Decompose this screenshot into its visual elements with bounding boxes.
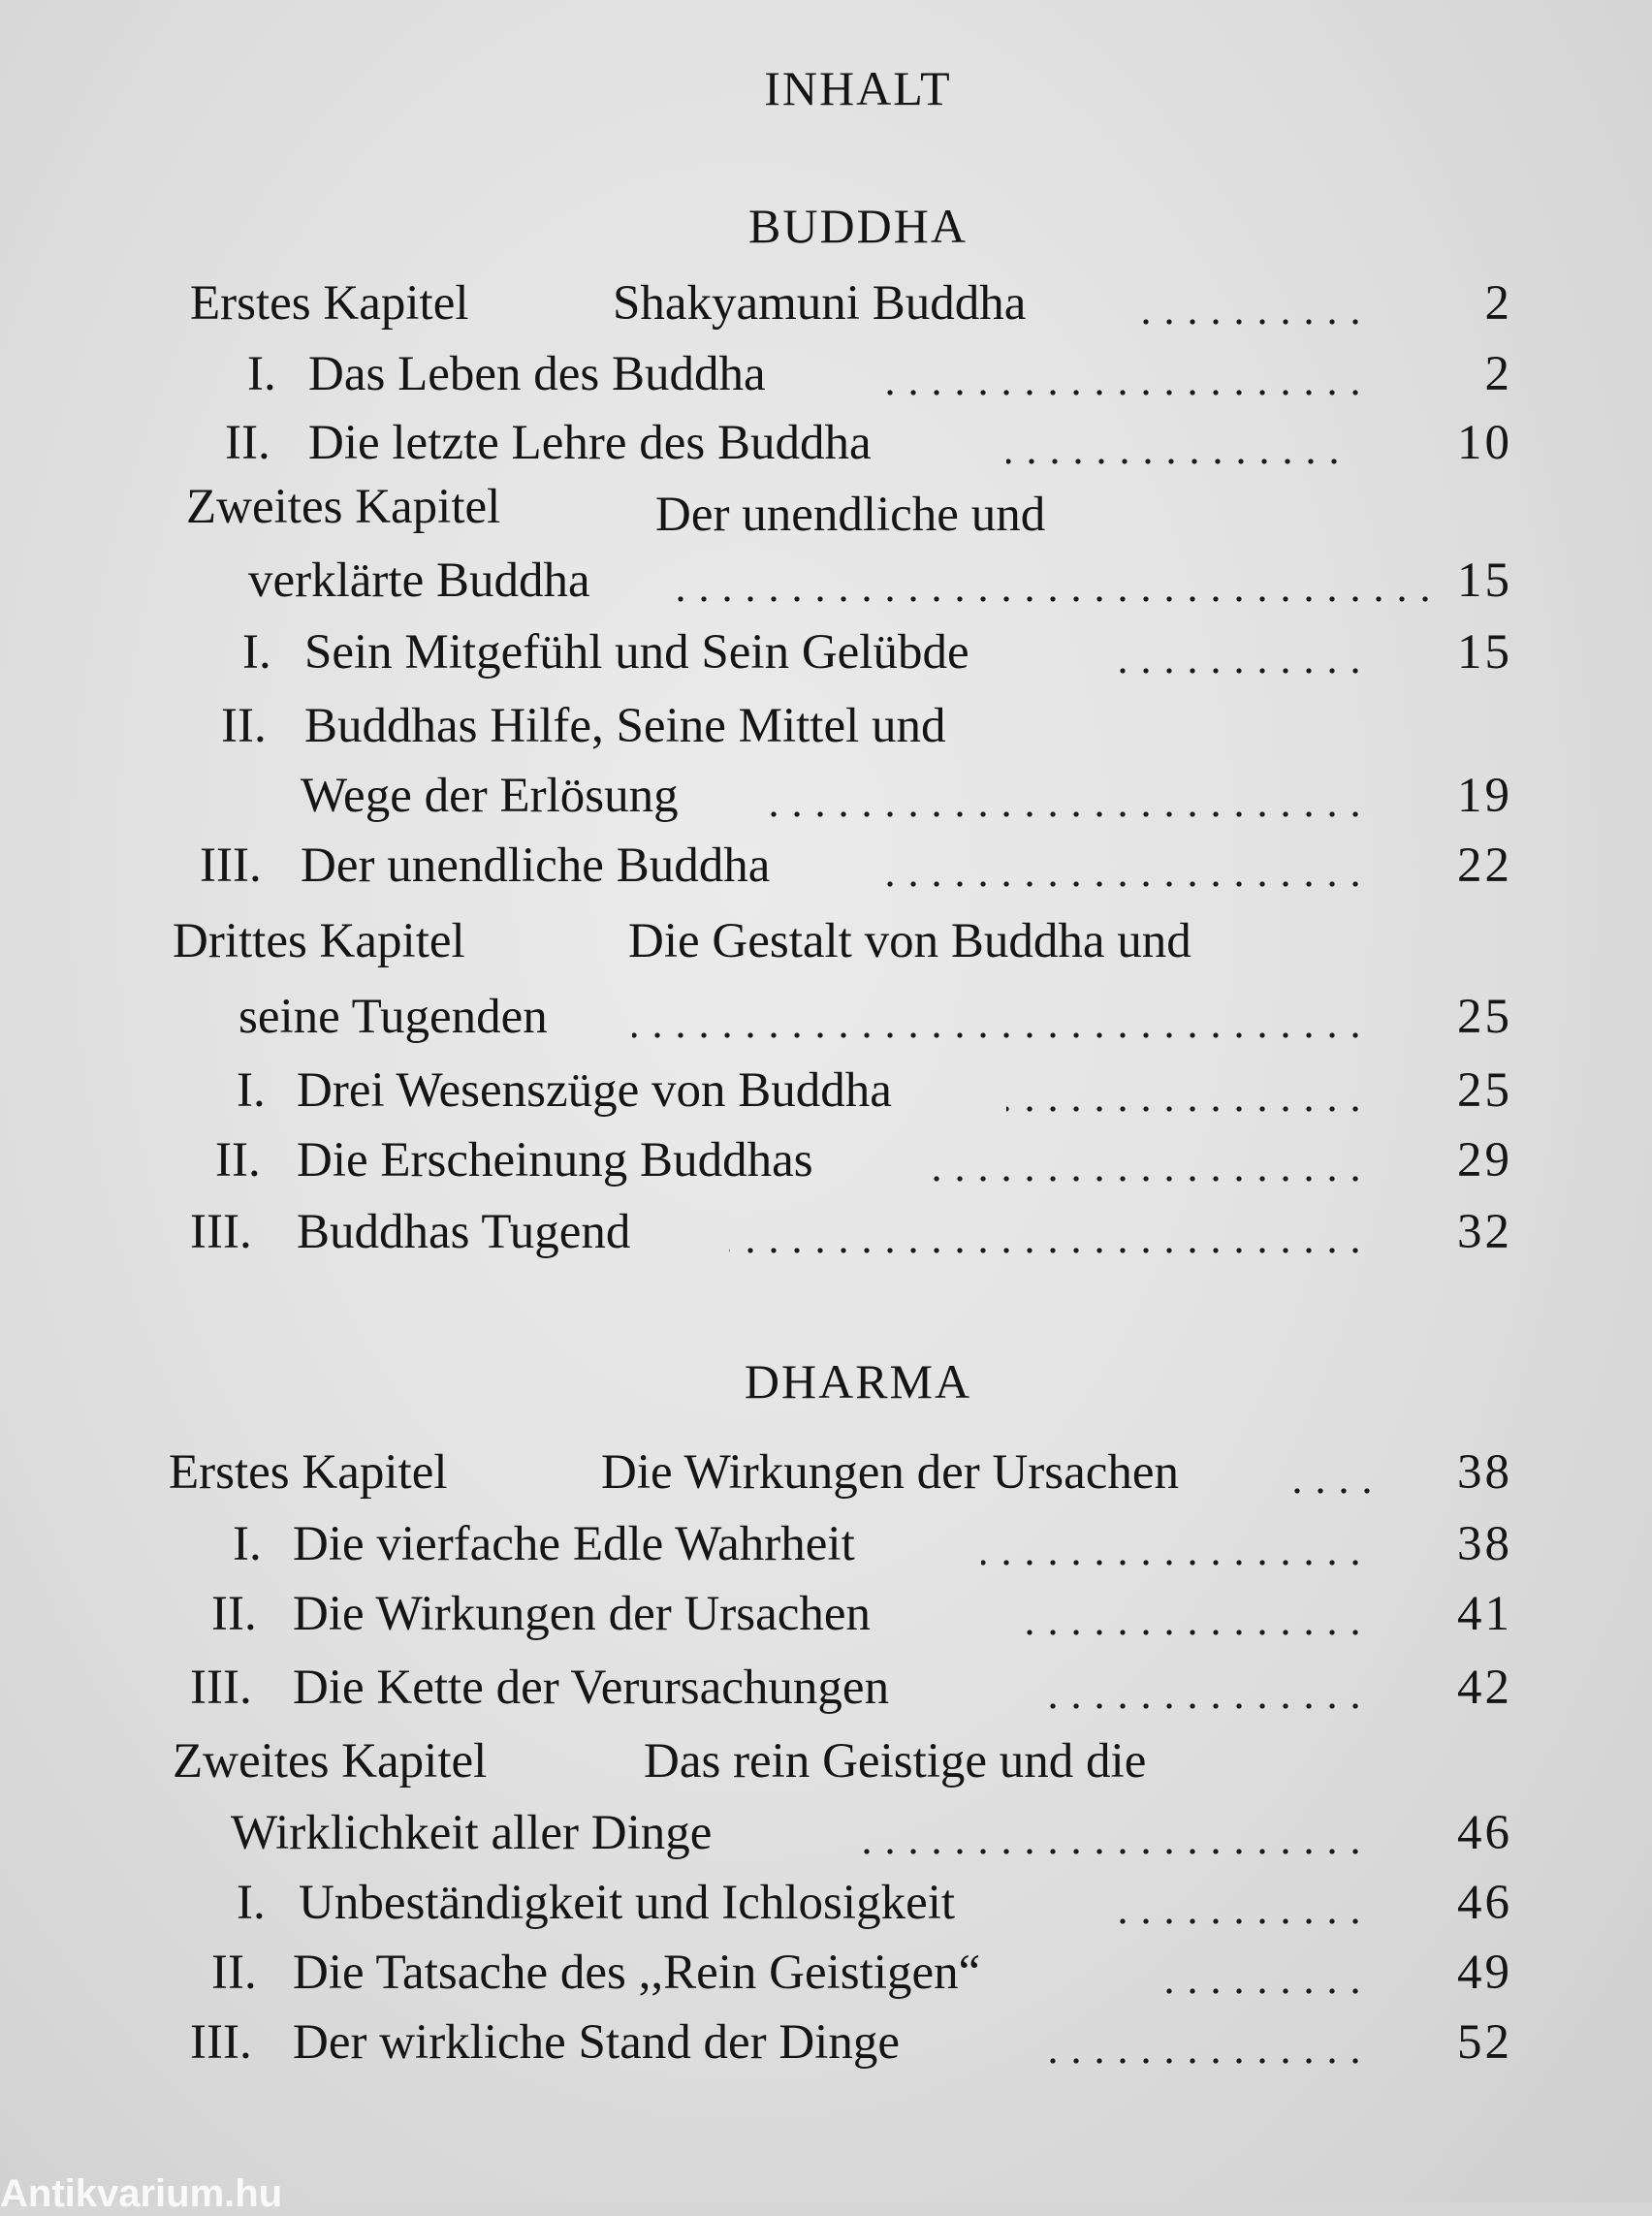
item-title: Die Tatsache des ,,Rein Geistigen“ — [293, 1946, 981, 2000]
page-number: 19 — [1457, 769, 1512, 823]
page-number: 2 — [1484, 276, 1512, 331]
item-title: Buddhas Tugend — [297, 1205, 631, 1259]
leader-dots — [880, 389, 1367, 396]
chapter-entry[interactable] — [0, 1442, 1512, 1506]
item-number: I. — [233, 1517, 262, 1571]
item-number: III. — [190, 1661, 252, 1715]
page-number: 15 — [1457, 625, 1512, 680]
chapter-label: Erstes Kapitel — [169, 1445, 448, 1500]
chapter-entry[interactable] — [0, 477, 1512, 541]
page-number: 38 — [1457, 1445, 1512, 1500]
chapter-title: Der unendliche und — [655, 488, 1046, 542]
leader-dots — [1006, 458, 1346, 465]
leader-dots — [861, 1848, 1367, 1855]
leader-dots — [770, 810, 1367, 818]
leader-dots — [632, 1031, 1367, 1039]
page-number: 32 — [1457, 1205, 1512, 1259]
item-title: Die Erscheinung Buddhas — [297, 1133, 813, 1187]
chapter-title-continued: verklärte Buddha — [248, 554, 590, 608]
chapter-entry-continued[interactable] — [0, 1803, 1512, 1867]
leader-dots — [1006, 1105, 1367, 1113]
page-number: 38 — [1457, 1517, 1512, 1571]
item-number: III. — [200, 839, 262, 893]
leader-dots — [1022, 1629, 1367, 1636]
page-number: 25 — [1457, 1063, 1512, 1118]
item-title: Die vierfache Edle Wahrheit — [293, 1517, 855, 1571]
leader-dots — [673, 595, 1437, 603]
page-number: 49 — [1457, 1946, 1512, 2000]
toc-item[interactable] — [0, 1943, 1512, 2007]
leader-dots — [1163, 1987, 1367, 1995]
toc-item[interactable] — [0, 413, 1512, 477]
item-title: Sein Mitgefühl und Sein Gelübde — [304, 625, 969, 680]
item-number: I. — [237, 1876, 266, 1930]
chapter-entry-continued[interactable] — [0, 987, 1512, 1051]
chapter-title: Shakyamuni Buddha — [613, 276, 1027, 331]
section-heading-buddha: BUDDHA — [748, 199, 968, 253]
page-number: 29 — [1457, 1133, 1512, 1187]
item-number: II. — [211, 1946, 257, 2000]
item-number: I. — [242, 625, 271, 680]
item-title: Die Wirkungen der Ursachen — [293, 1587, 872, 1641]
chapter-entry[interactable] — [0, 273, 1512, 337]
chapter-entry[interactable] — [0, 911, 1512, 975]
leader-dots — [981, 1559, 1367, 1567]
section-heading-dharma: DHARMA — [744, 1354, 972, 1409]
item-title-continued: Wege der Erlösung — [301, 769, 679, 823]
page-number: 46 — [1457, 1806, 1512, 1860]
page-number: 25 — [1457, 990, 1512, 1044]
item-title: Die letzte Lehre des Buddha — [308, 416, 872, 470]
leader-dots — [1286, 1487, 1379, 1495]
chapter-title: Das rein Geistige und die — [644, 1734, 1147, 1789]
leader-dots — [729, 1247, 1367, 1254]
item-number: II. — [211, 1587, 257, 1641]
leader-dots — [1047, 2057, 1367, 2065]
toc-item[interactable] — [0, 1061, 1512, 1124]
chapter-title-continued: seine Tugenden — [238, 990, 548, 1044]
page-number: 42 — [1457, 1661, 1512, 1715]
toc-item[interactable] — [0, 344, 1512, 408]
leader-dots — [919, 1175, 1367, 1183]
toc-item[interactable] — [0, 696, 1512, 760]
page-number: 22 — [1457, 839, 1512, 893]
item-title: Unbeständigkeit und Ichlosigkeit — [299, 1876, 956, 1930]
page-number: 41 — [1457, 1587, 1512, 1641]
chapter-title: Die Wirkungen der Ursachen — [601, 1445, 1180, 1500]
item-number: I. — [247, 347, 276, 401]
item-title: Buddhas Hilfe, Seine Mittel und — [304, 699, 946, 753]
chapter-entry-continued[interactable] — [0, 551, 1512, 615]
page-title: INHALT — [764, 61, 952, 115]
page-number: 46 — [1457, 1876, 1512, 1930]
chapter-label: Zweites Kapitel — [186, 480, 501, 534]
page-number: 10 — [1457, 416, 1512, 470]
item-title: Das Leben des Buddha — [308, 347, 766, 401]
chapter-label: Zweites Kapitel — [173, 1734, 488, 1789]
chapter-title: Die Gestalt von Buddha und — [628, 914, 1191, 968]
chapter-label: Drittes Kapitel — [173, 914, 465, 968]
leader-dots — [1103, 667, 1367, 675]
item-title: Der unendliche Buddha — [301, 839, 771, 893]
item-title: Der wirkliche Stand der Dinge — [293, 2015, 900, 2070]
page-number: 2 — [1484, 347, 1512, 401]
leader-dots — [886, 880, 1367, 888]
toc-item-continued[interactable] — [0, 766, 1512, 830]
item-title: Die Kette der Verursachungen — [293, 1661, 890, 1715]
toc-item[interactable] — [0, 1202, 1512, 1266]
toc-item[interactable] — [0, 2012, 1512, 2076]
toc-item[interactable] — [0, 1514, 1512, 1578]
item-number: III. — [190, 2015, 252, 2070]
page-number: 52 — [1457, 2015, 1512, 2070]
toc-item[interactable] — [0, 1658, 1512, 1722]
toc-item[interactable] — [0, 622, 1512, 686]
toc-item[interactable] — [0, 836, 1512, 900]
item-number: III. — [190, 1205, 252, 1259]
item-title: Drei Wesenszüge von Buddha — [297, 1063, 892, 1118]
watermark: Antikvarium.hu — [0, 2172, 283, 2215]
item-number: II. — [225, 416, 270, 470]
toc-item[interactable] — [0, 1130, 1512, 1194]
leader-dots — [1113, 1917, 1367, 1925]
toc-item[interactable] — [0, 1584, 1512, 1648]
chapter-title-continued: Wirklichkeit aller Dinge — [231, 1806, 713, 1860]
page-number: 15 — [1457, 554, 1512, 608]
item-number: I. — [237, 1063, 266, 1118]
leader-dots — [1134, 318, 1367, 326]
chapter-label: Erstes Kapitel — [190, 276, 469, 331]
chapter-entry[interactable] — [0, 1731, 1512, 1795]
leader-dots — [1047, 1702, 1367, 1710]
item-number: II. — [215, 1133, 261, 1187]
item-number: II. — [221, 699, 267, 753]
toc-item[interactable] — [0, 1873, 1512, 1937]
